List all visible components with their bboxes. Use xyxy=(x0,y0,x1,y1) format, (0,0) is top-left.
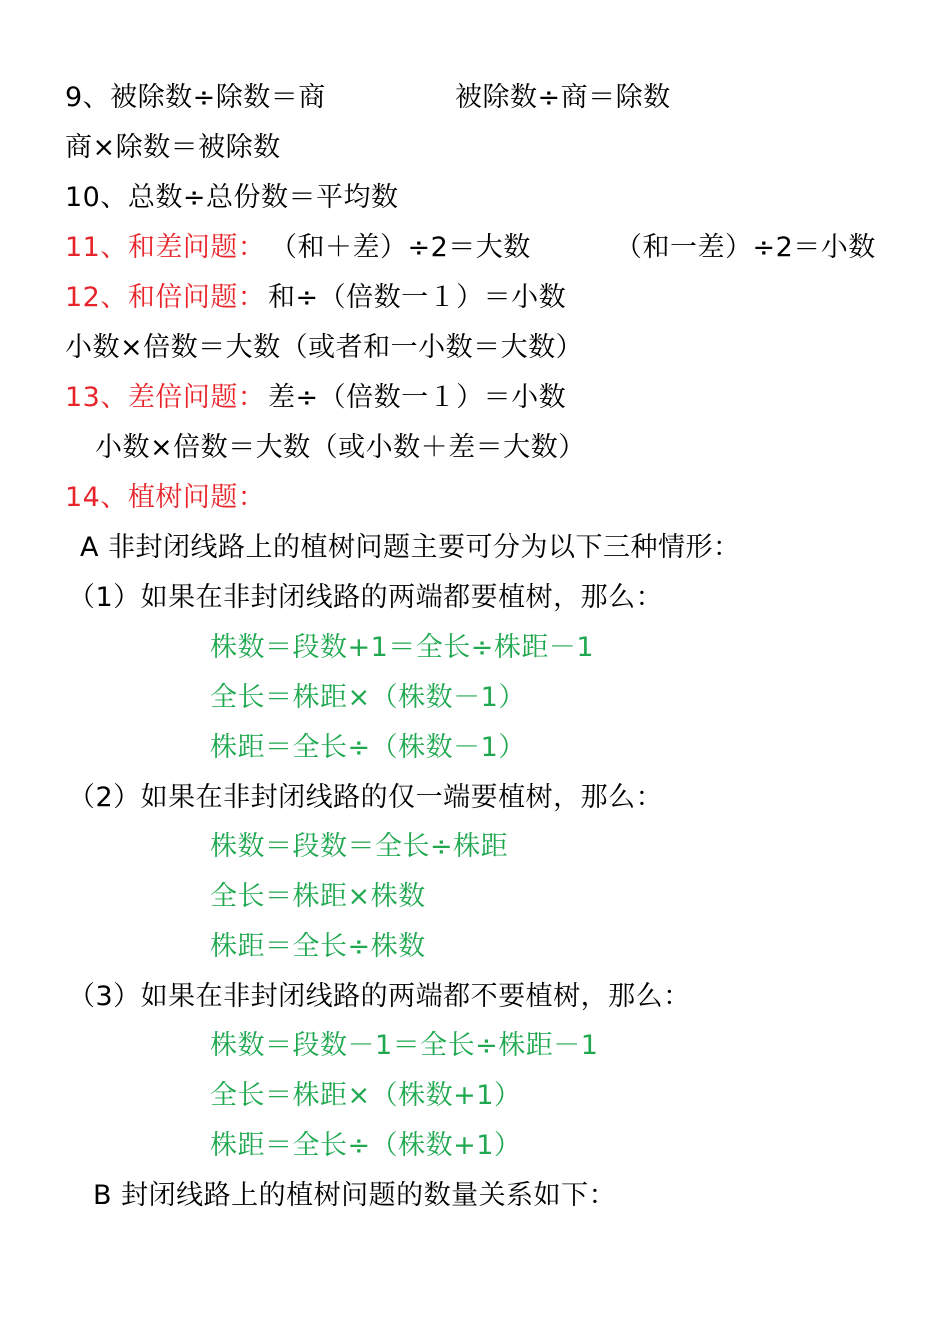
case-3-no-ends: （3）如果在非封闭线路的两端都不要植树，那么： xyxy=(68,981,691,1012)
heading-12-sum-multiple: 12、和倍问题： xyxy=(65,282,266,313)
formula-12-big: 小数×倍数＝大数（或者和一小数＝大数） xyxy=(65,332,584,363)
case-2-one-end: （2）如果在非封闭线路的仅一端要植树，那么： xyxy=(68,782,664,813)
formula-9-divisor: 被除数÷商＝除数 xyxy=(455,82,671,113)
formula-12-small: 和÷（倍数一１）＝小数 xyxy=(268,282,567,313)
formula-9-quotient: 9、被除数÷除数＝商 xyxy=(65,82,326,113)
heading-13-difference-multiple: 13、差倍问题： xyxy=(65,382,266,413)
case-2-formula-length: 全长＝株距×株数 xyxy=(210,881,426,912)
formula-13-big: 小数×倍数＝大数（或小数＋差＝大数） xyxy=(95,432,586,463)
formula-10-average: 10、总数÷总份数＝平均数 xyxy=(65,182,399,213)
case-3-formula-spacing: 株距＝全长÷（株数+1） xyxy=(210,1130,522,1161)
formula-13-small: 差÷（倍数一１）＝小数 xyxy=(268,382,567,413)
section-b-closed-route: B 封闭线路上的植树问题的数量关系如下： xyxy=(93,1180,617,1211)
heading-11-sum-difference: 11、和差问题： xyxy=(65,232,266,263)
heading-14-tree-planting: 14、植树问题： xyxy=(65,482,266,513)
case-3-formula-count: 株数＝段数－1＝全长÷株距－1 xyxy=(210,1030,599,1061)
case-2-formula-count: 株数＝段数＝全长÷株距 xyxy=(210,831,509,862)
formula-11-big: （和＋差）÷2＝大数 xyxy=(270,232,531,263)
formula-11-small: （和一差）÷2＝小数 xyxy=(615,232,876,263)
case-3-formula-length: 全长＝株距×（株数+1） xyxy=(210,1080,522,1111)
case-1-formula-length: 全长＝株距×（株数－1） xyxy=(210,682,526,713)
case-1-formula-spacing: 株距＝全长÷（株数－1） xyxy=(210,732,526,763)
case-1-formula-count: 株数＝段数+1＝全长÷株距－1 xyxy=(210,632,595,663)
formula-9-dividend: 商×除数＝被除数 xyxy=(65,132,281,163)
case-2-formula-spacing: 株距＝全长÷株数 xyxy=(210,931,426,962)
case-1-both-ends: （1）如果在非封闭线路的两端都要植树，那么： xyxy=(68,582,664,613)
section-a-open-route: A 非封闭线路上的植树问题主要可分为以下三种情形： xyxy=(80,532,741,563)
